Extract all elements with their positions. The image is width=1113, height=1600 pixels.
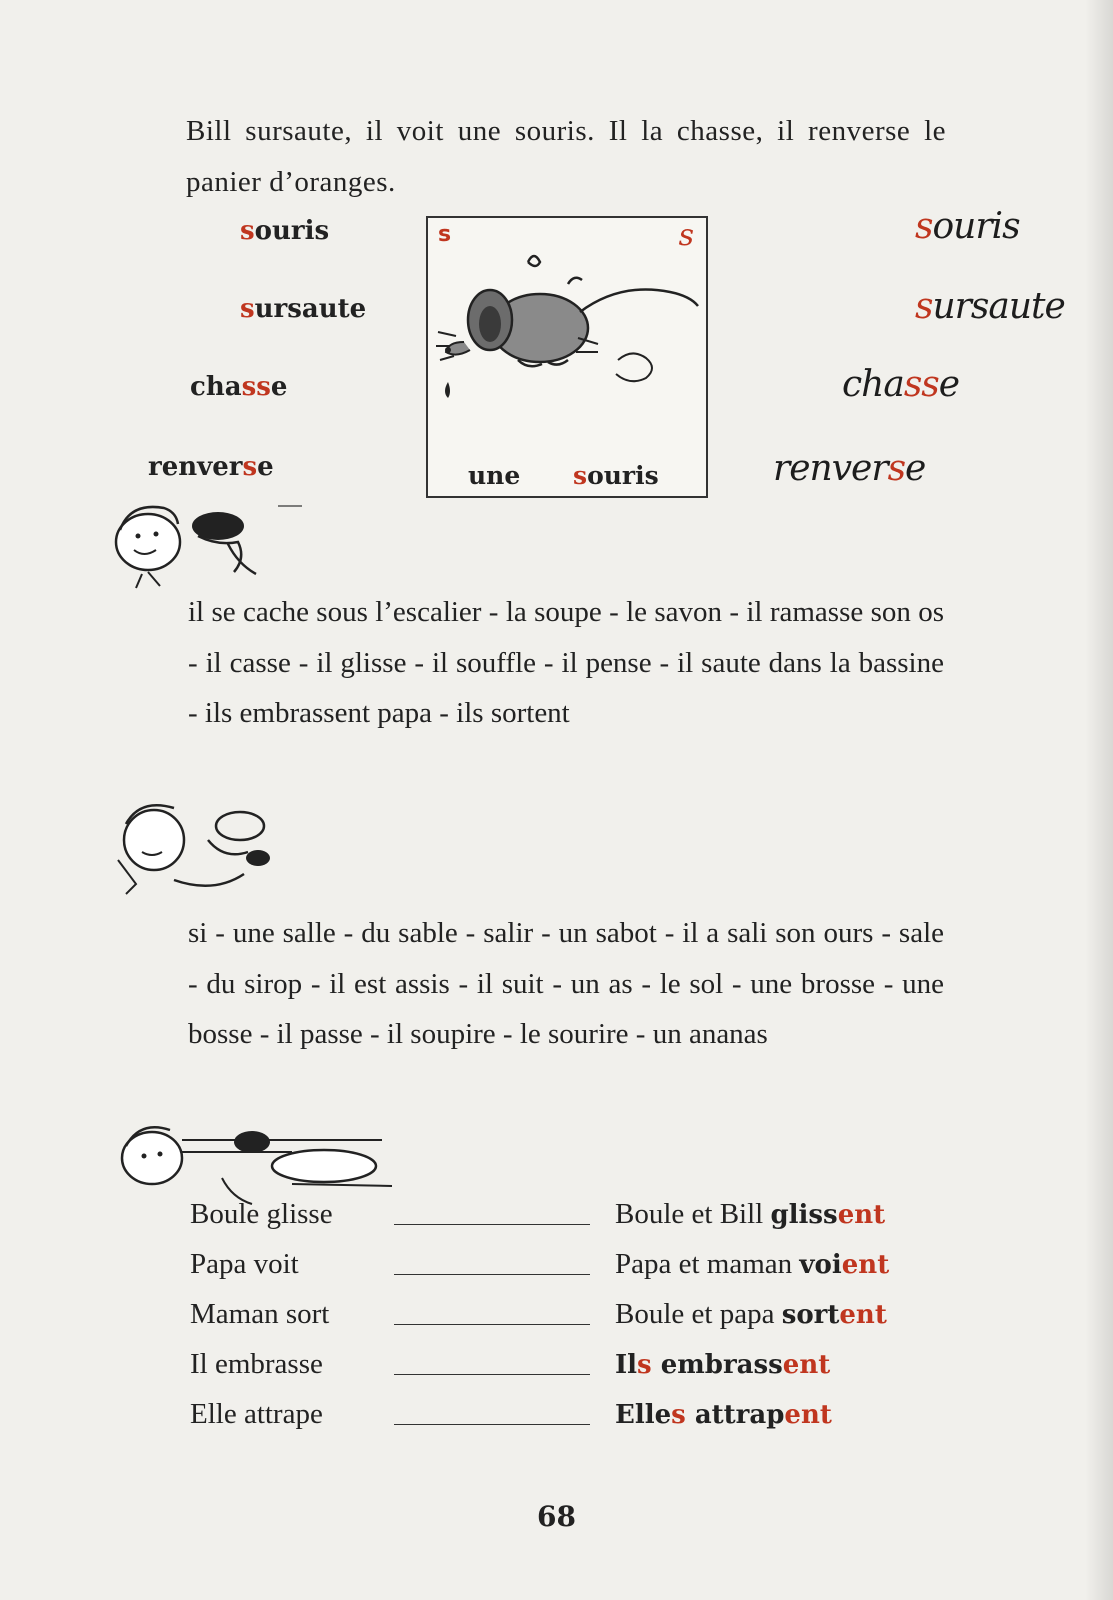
script-word-chasse: chasse — [842, 364, 960, 405]
page-edge-shadow — [1085, 0, 1113, 1600]
connector-line — [394, 1224, 590, 1225]
page-number: 68 — [537, 1500, 576, 1533]
script-word-renverse: renverse — [773, 448, 926, 489]
boy-hugging-dog-icon — [108, 800, 280, 900]
connector-line — [394, 1274, 590, 1275]
script-word-sursaute: sursaute — [915, 286, 1065, 327]
word-sursaute: sursaute — [240, 294, 367, 324]
pair-row: Boule glisse Boule et Bill glissent — [190, 1198, 886, 1230]
pair-row: Maman sort Boule et papa sortent — [190, 1298, 887, 1330]
reading-paragraph-2: si - une salle - du sable - salir - un sabot - il a sali son ours - sale - du sirop - il est assis - il suit - un as - le sol - une brosse - une bosse - il passe - il soupire - le sourire - un ananas — [188, 917, 944, 1050]
script-letter: s — [678, 218, 694, 253]
mouse-illustration — [428, 242, 702, 462]
connector-line — [394, 1424, 590, 1425]
reading-paragraph-1: il se cache sous l’escalier - la soupe - le savon - il ramasse son os - il casse - il glisse - il souffle - il pense - il saute dans la bassine - ils embrassent papa - ils sortent — [188, 596, 944, 729]
script-word-souris: souris — [915, 206, 1020, 247]
boy-and-dog-icon — [108, 500, 308, 592]
connector-line — [394, 1374, 590, 1375]
pair-row: Il embrasse Ils embrassent — [190, 1348, 831, 1380]
print-letter: s — [438, 222, 452, 247]
word-souris: souris — [240, 216, 330, 246]
pair-row: Papa voit Papa et maman voient — [190, 1248, 890, 1280]
connector-line — [394, 1324, 590, 1325]
intro-sentence: Bill sursaute, il voit une souris. Il la chasse, il renverse le panier d’oranges. — [186, 115, 946, 198]
word-renverse: renverse — [148, 452, 274, 482]
mouse-picture-card: s s une souris — [426, 216, 708, 498]
word-chasse: chasse — [190, 372, 288, 402]
pair-row: Elle attrape Elles attrapent — [190, 1398, 832, 1430]
